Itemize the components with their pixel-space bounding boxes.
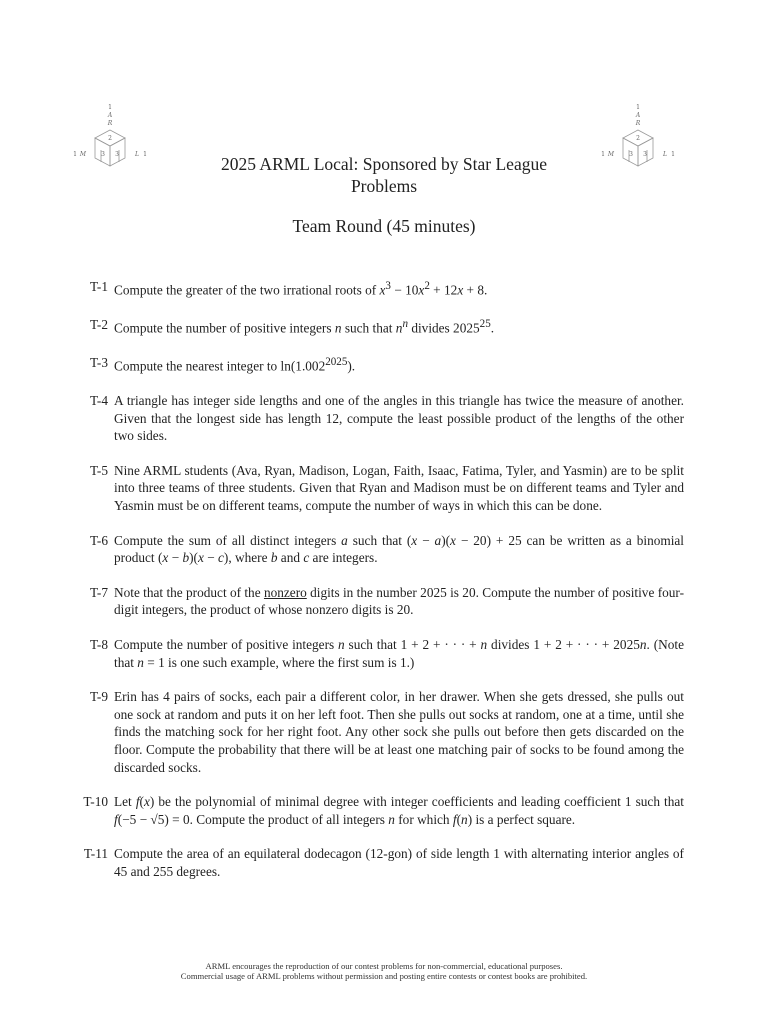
problem-t6: [0, 532, 684, 567]
svg-text:R: R: [635, 120, 641, 127]
svg-text:M: M: [79, 151, 87, 158]
underlined-word: nonzero: [263, 584, 307, 600]
problem-t8: [0, 636, 684, 671]
problem-t7: [0, 584, 684, 619]
problem-number: T-5: [90, 462, 108, 478]
svg-text:M: M: [607, 151, 615, 158]
problem-t2: [0, 316, 684, 337]
svg-text:2: 2: [636, 135, 640, 142]
page-footer: [0, 961, 768, 981]
page-subtitle: Problems: [350, 176, 418, 196]
problem-t5: [0, 462, 684, 515]
problem-text: Compute the greater of the two irrational roots of $x^3 - 10x^2 + 12x + 8$.: [114, 280, 488, 298]
problem-number: T-9: [90, 689, 108, 705]
svg-text:3: 3: [643, 151, 647, 158]
svg-text:A: A: [107, 112, 113, 119]
problem-number: T-10: [83, 794, 108, 810]
page-title: 2025 ARML Local: Sponsored by Star League: [221, 154, 547, 174]
problem-text: Compute the area of an equilateral dodecagon (12-gon) of side length 1 with alternating interior angles of 45 and 255 degrees.: [114, 846, 684, 879]
problem-text: Nine ARML students (Ava, Ryan, Madison, Logan, Faith, Isaac, Fatima, Tyler, and Yasmin) are to be split into three teams of three students. Given that Ryan and Madison must be on different teams and Tyler and Yasmin must be on different teams, compute the number of ways in which this can be done.: [114, 462, 684, 514]
problem-number: T-2: [90, 317, 108, 333]
problem-t11: [0, 845, 684, 880]
svg-text:3: 3: [629, 151, 633, 158]
problem-text: Compute the number of positive integers n such that 1 + 2 + · · · + n divides 1 + 2 + · · · + 2025n. (Note that n = 1 is one such example, where the first sum is 1.): [114, 636, 684, 670]
problem-text: Compute the nearest integer to $\ln(1.002^{2025})$.: [114, 356, 356, 374]
problem-t10: [0, 793, 684, 828]
footer-line-1: ARML encourages the reproduction of our contest problems for non-commercial, educational purposes.: [205, 961, 563, 971]
svg-text:3: 3: [115, 151, 119, 158]
svg-text:1: 1: [143, 151, 147, 158]
svg-text:1: 1: [636, 104, 640, 111]
problem-text: Erin has 4 pairs of socks, each pair a different color, in her drawer. When she gets dressed, she pulls out one sock at random and puts it on her left foot. Then she pulls out socks at random, one at a time, until she finds the matching sock for her right foot. Any other sock she pulls out before then gets discarded on the floor. Compute the probability that there will be at least one matching pair of socks to be found among the discarded socks.: [114, 689, 684, 775]
svg-text:R: R: [107, 120, 113, 127]
svg-text:1: 1: [73, 151, 77, 158]
round-title: Team Round (45 minutes): [292, 216, 476, 236]
svg-text:L: L: [135, 151, 139, 158]
problem-t9: [0, 688, 684, 776]
problem-number: T-4: [90, 393, 108, 409]
page-header: [0, 153, 768, 237]
svg-text:3: 3: [101, 151, 105, 158]
problem-t4: [0, 392, 684, 445]
problem-text: A triangle has integer side lengths and one of the angles in this triangle has twice the measure of another. Given that the longest side has length 12, compute the least possible product of the lengths of the other two sides.: [114, 393, 684, 444]
problem-text: Note that the product of the nonzero digits in the number 2025 is 20. Compute the number of positive four-digit integers, the product of whose nonzero digits is 20.: [114, 584, 685, 618]
problem-t3: [0, 354, 684, 375]
problem-number: T-7: [90, 584, 108, 600]
svg-text:1: 1: [108, 104, 112, 111]
svg-text:L: L: [663, 151, 667, 158]
problem-text: Compute the sum of all distinct integers a such that (x − a)(x − 20) + 25 can be written as a binomial product (x − b)(x − c), where b and c are integers.: [114, 532, 684, 566]
footer-line-2: Commercial usage of ARML problems without permission and posting entire contests or contest books are prohibited.: [180, 971, 588, 981]
problem-text: Compute the number of positive integers n such that $n^n$ divides 2025$^{25}$.: [114, 318, 495, 336]
problem-number: T-6: [90, 532, 108, 548]
problem-text: Let f(x) be the polynomial of minimal degree with integer coefficients and leading coefficient 1 such that f(−5 − √5) = 0. Compute the product of all integers n for which f(n) is a perfect square.: [114, 794, 684, 827]
svg-text:A: A: [635, 112, 641, 119]
problem-t1: [0, 278, 684, 299]
svg-text:1: 1: [601, 151, 605, 158]
problem-number: T-1: [90, 279, 108, 294]
svg-text:1: 1: [671, 151, 675, 158]
problem-list: [0, 278, 768, 898]
svg-text:2: 2: [108, 135, 112, 142]
problem-number: T-3: [90, 355, 108, 371]
problem-number: T-11: [83, 846, 108, 862]
problem-number: T-8: [90, 636, 108, 652]
